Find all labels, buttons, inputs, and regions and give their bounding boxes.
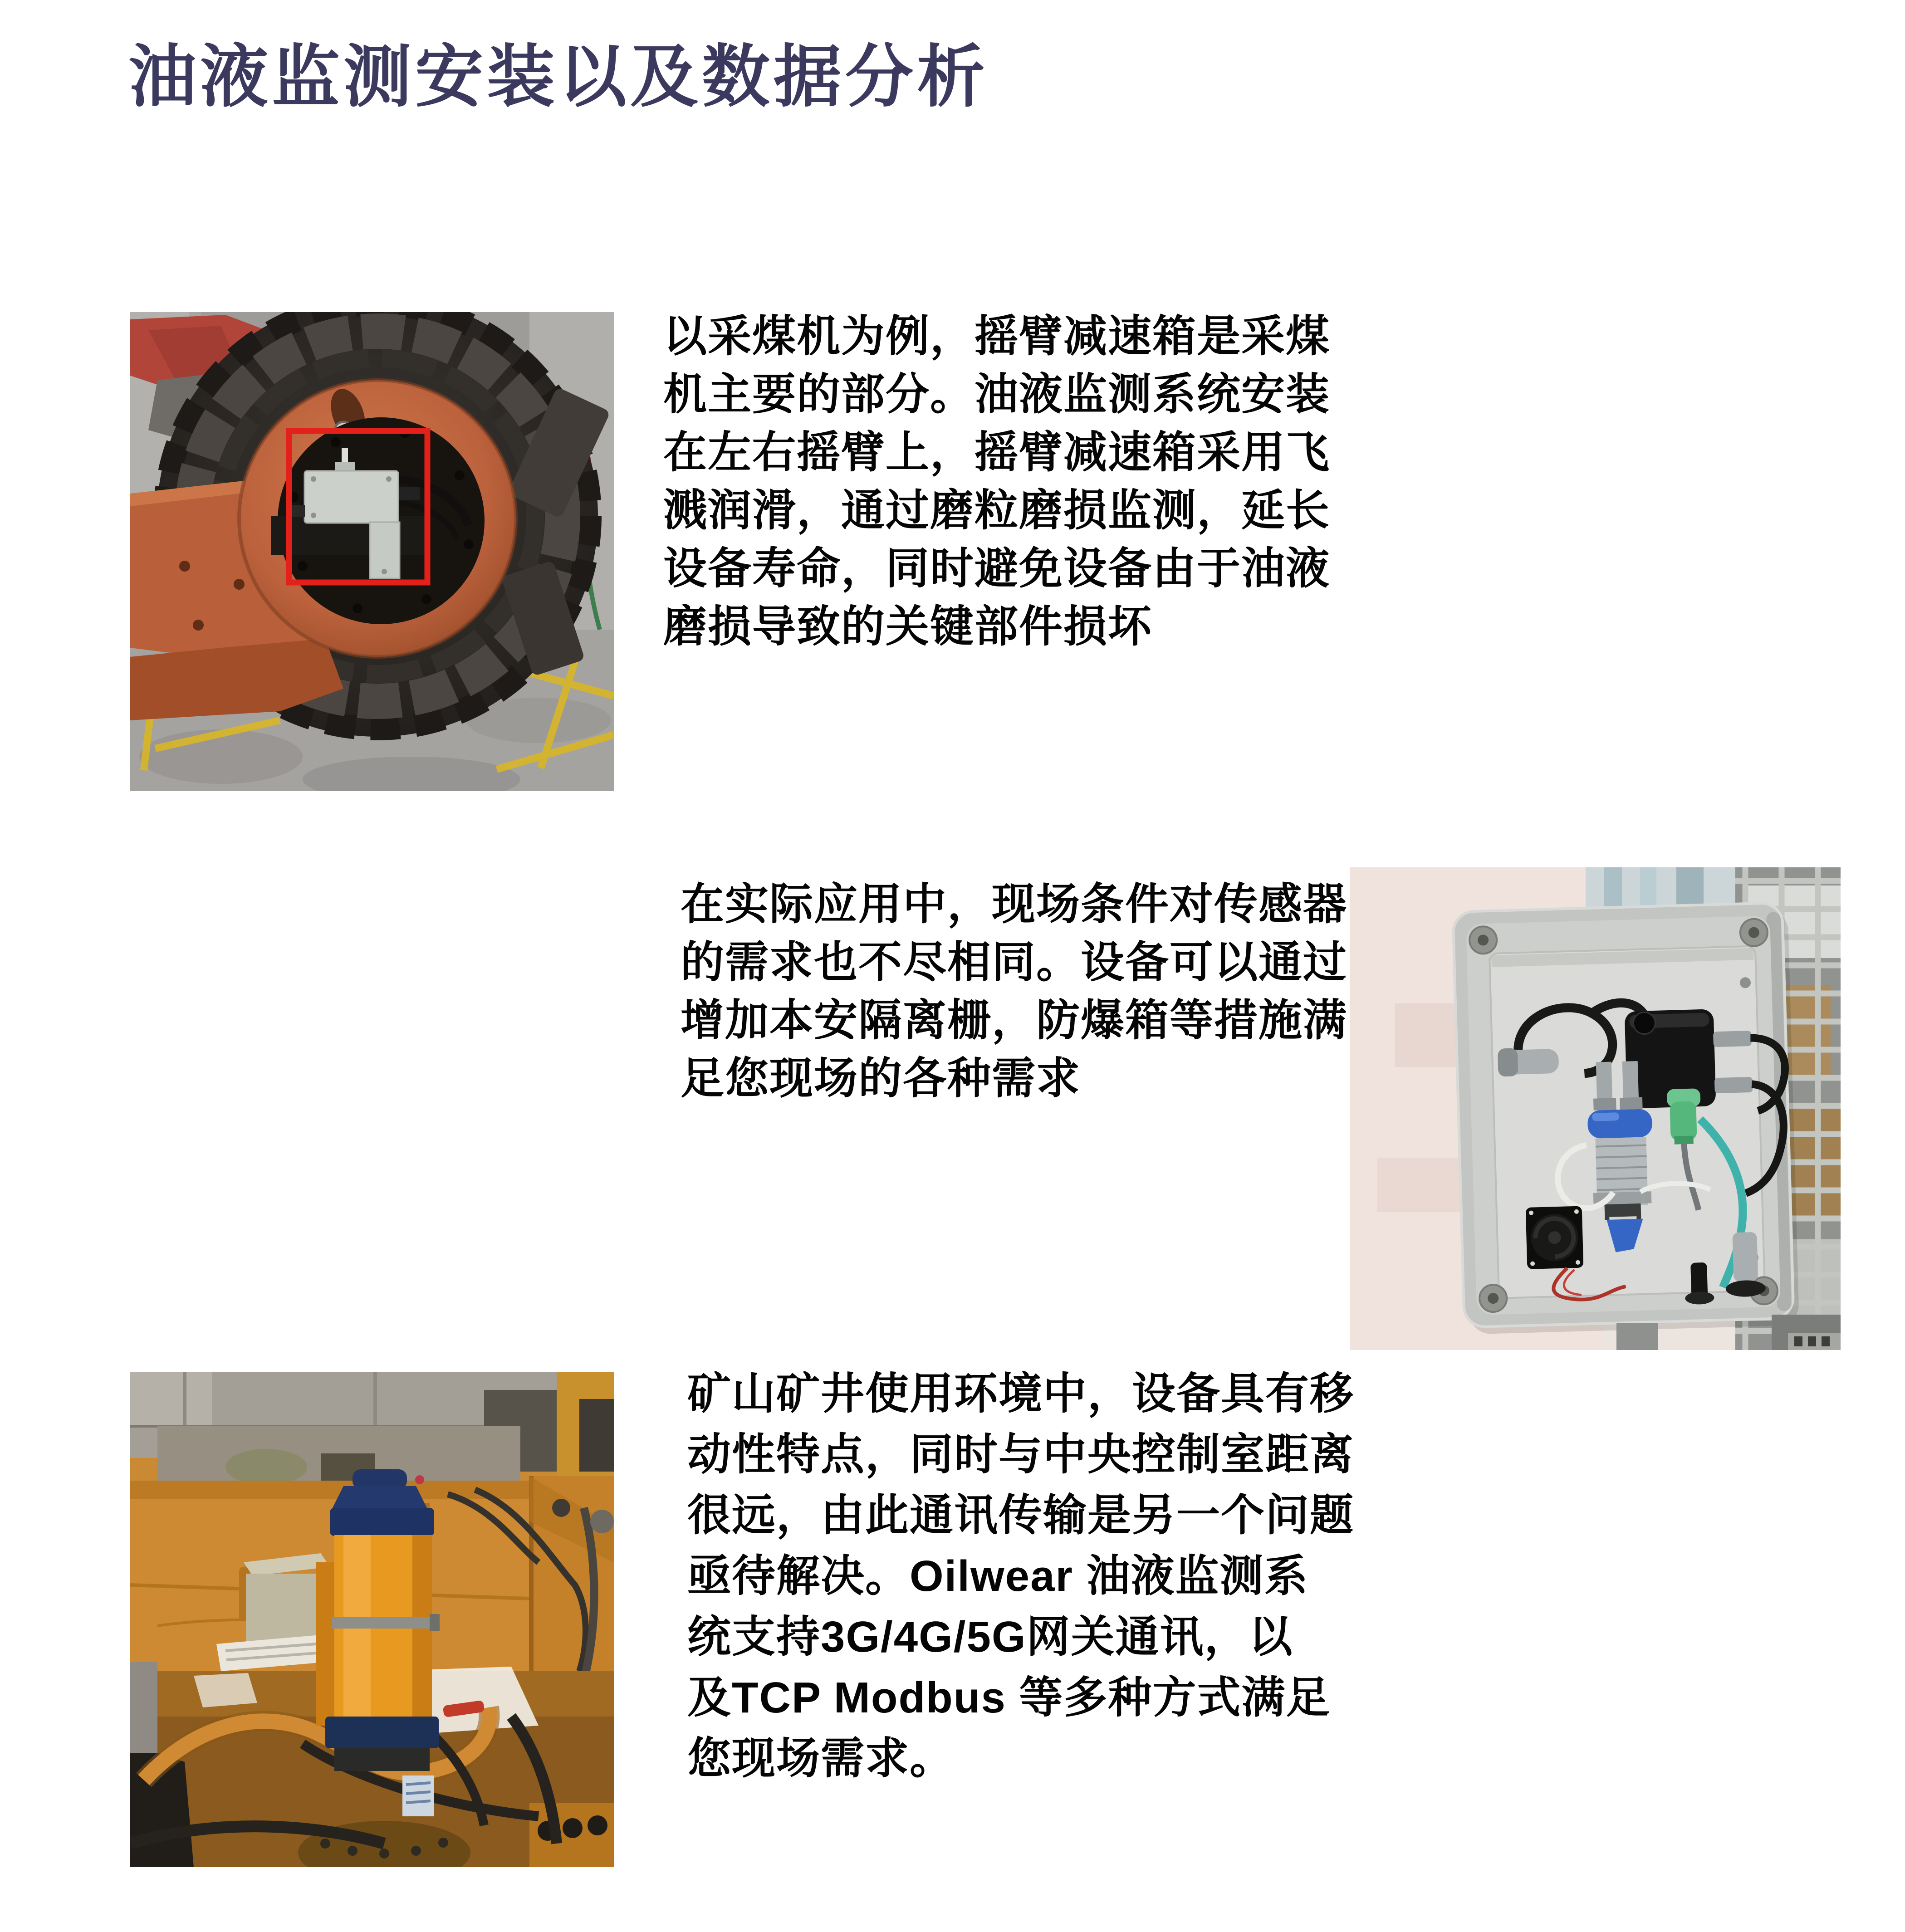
page-title: 油液监测安装以及数据分析 <box>128 39 989 115</box>
text-line: 足您现场的各种需求 <box>681 1054 1081 1103</box>
text-line: 在左右摇臂上，摇臂减速箱采用飞 <box>663 428 1330 477</box>
paragraph-enclosure <box>681 876 1347 1108</box>
text-line: 的需求也不尽相同。设备可以通过 <box>681 938 1347 987</box>
mining-machine-illustration <box>130 1372 614 1867</box>
text-line: 在实际应用中，现场条件对传感器 <box>681 880 1347 929</box>
text-line: 机主要的部分。油液监测系统安装 <box>663 370 1330 419</box>
enclosure-illustration <box>1350 867 1841 1350</box>
text-line: 很远，由此通讯传输是另一个问题 <box>687 1491 1354 1540</box>
text-line: 统支持3G/4G/5G网关通讯，以 <box>687 1613 1293 1661</box>
paragraph-shearer <box>663 308 1330 656</box>
shearer-drum-illustration <box>130 312 614 791</box>
clamp-band <box>332 1617 434 1629</box>
text-line: 您现场需求。 <box>687 1734 954 1783</box>
photo-mining-machine <box>130 1372 614 1867</box>
text-line: 溅润滑，通过磨粒磨损监测，延长 <box>663 486 1330 535</box>
oil-monitor-cylinder <box>316 1469 440 1771</box>
text-line: 磨损导致的关键部件损坏 <box>663 602 1152 651</box>
mounting-pole <box>1616 1323 1658 1350</box>
text-line: 亟待解决。Oilwear 油液监测系 <box>687 1552 1309 1600</box>
text-line: 增加本安隔离栅，防爆箱等措施满 <box>681 996 1347 1045</box>
text-line: 以采煤机为例，摇臂减速箱是采煤 <box>663 312 1330 361</box>
text-line: 及TCP Modbus 等多种方式满足 <box>687 1673 1331 1722</box>
photo-enclosure-box <box>1350 867 1841 1350</box>
enclosure-body <box>1453 903 1799 1335</box>
paragraph-mining <box>687 1364 1354 1789</box>
text-line: 设备寿命，同时避免设备由于油液 <box>663 544 1330 593</box>
cooling-fan <box>1526 1206 1584 1269</box>
text-line: 动性特点，同时与中央控制室距离 <box>687 1430 1354 1479</box>
text-line: 矿山矿井使用环境中，设备具有移 <box>687 1370 1354 1418</box>
photo-shearer-drum <box>130 312 614 791</box>
plastic-bag <box>225 1449 307 1485</box>
